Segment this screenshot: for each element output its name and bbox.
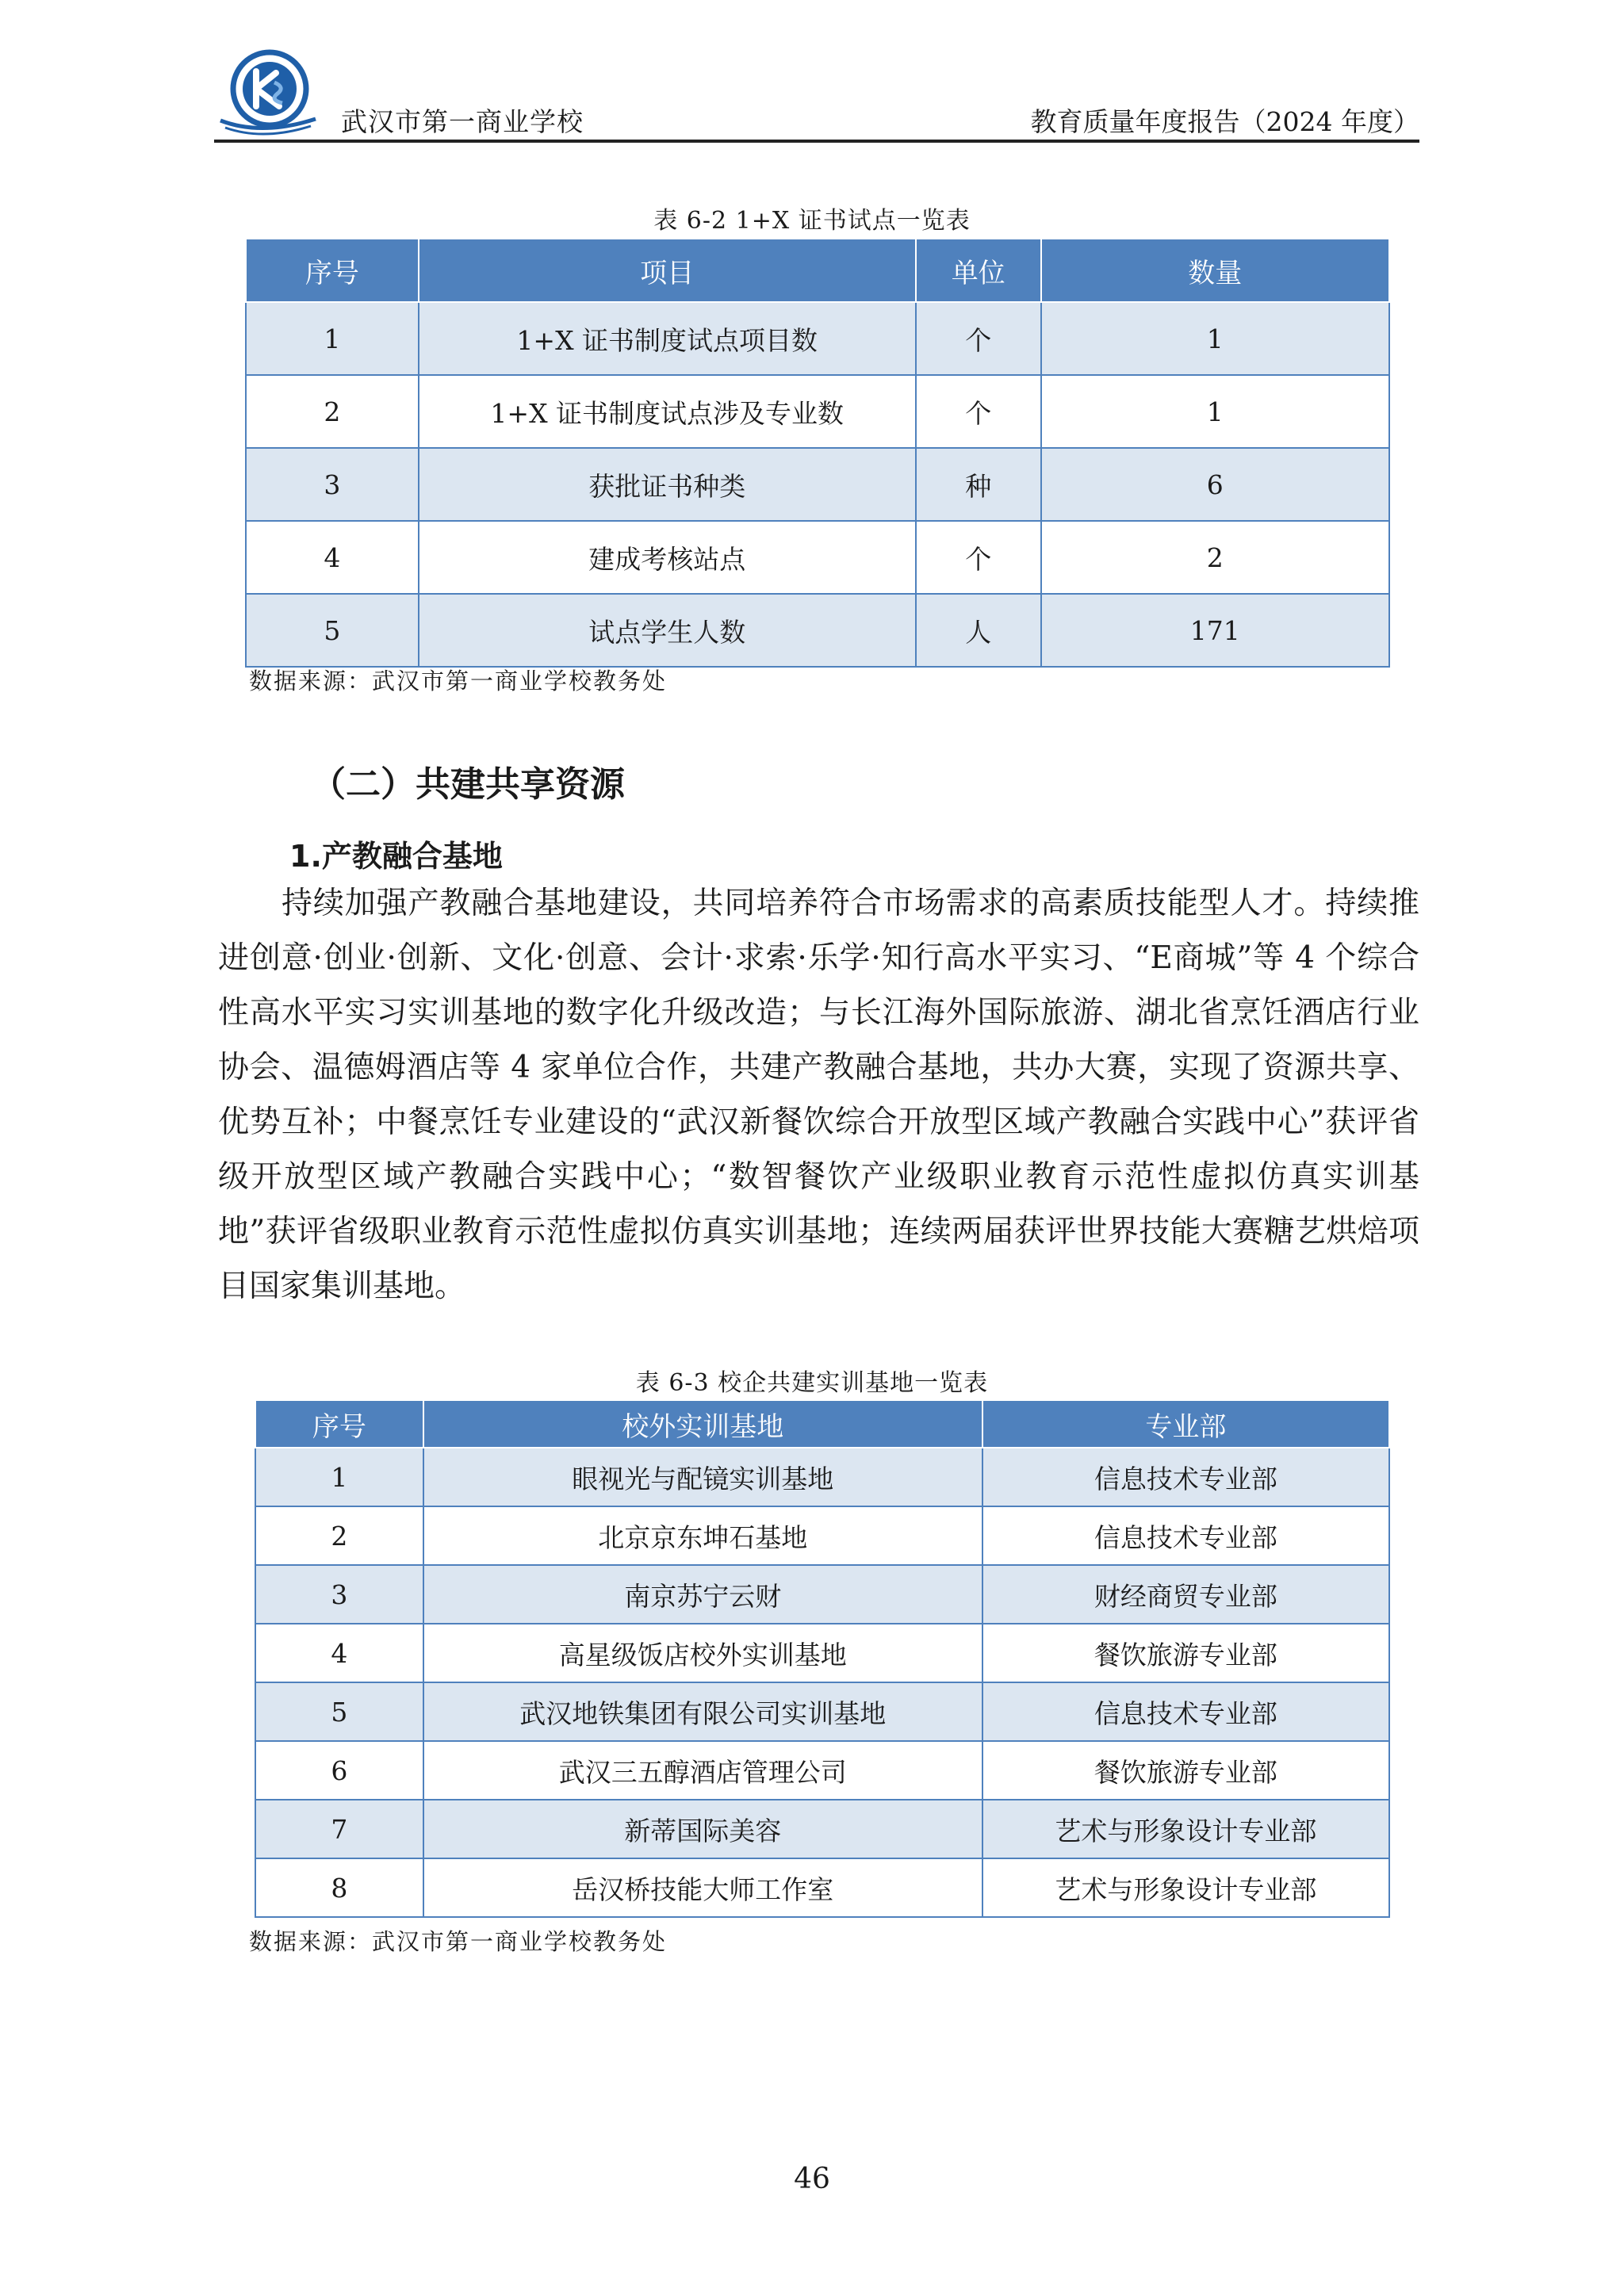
table-cell: 人	[916, 594, 1041, 667]
column-header: 校外实训基地	[423, 1400, 982, 1448]
table-cell: 4	[255, 1624, 423, 1682]
table-cell: 信息技术专业部	[982, 1682, 1389, 1741]
table-header-row	[246, 239, 1389, 302]
training-base-table	[255, 1399, 1390, 1918]
table-cell: 1	[255, 1448, 423, 1506]
column-header: 数量	[1041, 239, 1389, 302]
school-emblem-icon	[214, 48, 321, 143]
column-header: 序号	[246, 239, 419, 302]
table-row	[255, 1506, 1389, 1565]
table-cell: 1+X 证书制度试点涉及专业数	[419, 375, 916, 448]
school-name: 武汉市第一商业学校	[341, 106, 584, 137]
table-cell: 建成考核站点	[419, 521, 916, 594]
table-cell: 餐饮旅游专业部	[982, 1624, 1389, 1682]
table-row	[255, 1565, 1389, 1624]
page-number: 46	[794, 2163, 830, 2195]
table-header-row	[255, 1400, 1389, 1448]
table-cell: 艺术与形象设计专业部	[982, 1858, 1389, 1917]
table-cell: 餐饮旅游专业部	[982, 1741, 1389, 1800]
table-row	[255, 1800, 1389, 1858]
table-cell: 171	[1041, 594, 1389, 667]
table-cell: 财经商贸专业部	[982, 1565, 1389, 1624]
table-cell: 个	[916, 521, 1041, 594]
table-cell: 6	[1041, 448, 1389, 521]
table-caption: 表 6-2 1+X 证书试点一览表	[653, 207, 971, 235]
table-cell: 个	[916, 375, 1041, 448]
data-source-note: 数据来源：武汉市第一商业学校教务处	[249, 1928, 668, 1955]
page-header	[214, 48, 1419, 143]
table-cell: 试点学生人数	[419, 594, 916, 667]
column-header: 单位	[916, 239, 1041, 302]
table-cell: 7	[255, 1800, 423, 1858]
report-title: 教育质量年度报告（2024 年度）	[1030, 106, 1419, 137]
table-cell: 新蒂国际美容	[423, 1800, 982, 1858]
subsection-heading: 1.产教融合基地	[289, 839, 503, 874]
table-cell: 获批证书种类	[419, 448, 916, 521]
header-divider	[214, 140, 1419, 143]
table-cell: 武汉三五醇酒店管理公司	[423, 1741, 982, 1800]
table-cell: 艺术与形象设计专业部	[982, 1800, 1389, 1858]
table-row	[255, 1624, 1389, 1682]
column-header: 序号	[255, 1400, 423, 1448]
table-cell: 1+X 证书制度试点项目数	[419, 302, 916, 375]
table-cell: 南京苏宁云财	[423, 1565, 982, 1624]
table-row	[246, 302, 1389, 375]
table-row	[246, 521, 1389, 594]
table-cell: 6	[255, 1741, 423, 1800]
table-cell: 5	[246, 594, 419, 667]
table-cell: 1	[246, 302, 419, 375]
column-header: 项目	[419, 239, 916, 302]
table-cell: 岳汉桥技能大师工作室	[423, 1858, 982, 1917]
table-cell: 眼视光与配镜实训基地	[423, 1448, 982, 1506]
table-row	[246, 375, 1389, 448]
table-cell: 3	[246, 448, 419, 521]
table-cell: 北京京东坤石基地	[423, 1506, 982, 1565]
body-paragraph: 持续加强产教融合基地建设，共同培养符合市场需求的高素质技能型人才。持续推进创意·创业·创新、文化·创意、会计·求索·乐学·知行高水平实习、“E商城”等 4 个综合性高水平实习实训基地的数字化升级改造；与长江海外国际旅游、湖北省烹饪酒店行业协会、温德姆酒店等 4 家单位合作，共建产教融合基地，共办大赛，实现了资源共享、优势互补；中餐烹饪专业建设的“武汉新餐饮综合开放型区域产教融合实践中心”获评省级开放型区域产教融合实践中心；“数智餐饮产业级职业教育示范性虚拟仿真实训基地”获评省级职业教育示范性虚拟仿真实训基地；连续两届获评世界技能大赛糖艺烘焙项目国家集训基地。	[218, 886, 1419, 1304]
table-caption: 表 6-3 校企共建实训基地一览表	[635, 1369, 989, 1397]
table-cell: 武汉地铁集团有限公司实训基地	[423, 1682, 982, 1741]
table-cell: 种	[916, 448, 1041, 521]
table-row	[255, 1858, 1389, 1917]
certificate-pilot-table	[245, 238, 1390, 668]
section-heading: （二）共建共享资源	[311, 764, 625, 805]
table-row	[246, 594, 1389, 667]
table-row	[255, 1741, 1389, 1800]
table-cell: 个	[916, 302, 1041, 375]
table-cell: 2	[255, 1506, 423, 1565]
table-row	[255, 1682, 1389, 1741]
table-cell: 2	[246, 375, 419, 448]
table-cell: 高星级饭店校外实训基地	[423, 1624, 982, 1682]
table-row	[255, 1448, 1389, 1506]
table-cell: 信息技术专业部	[982, 1506, 1389, 1565]
table-cell: 8	[255, 1858, 423, 1917]
table-cell: 5	[255, 1682, 423, 1741]
column-header: 专业部	[982, 1400, 1389, 1448]
table-cell: 信息技术专业部	[982, 1448, 1389, 1506]
table-cell: 1	[1041, 302, 1389, 375]
table-row	[246, 448, 1389, 521]
table-cell: 2	[1041, 521, 1389, 594]
table-cell: 1	[1041, 375, 1389, 448]
table-cell: 4	[246, 521, 419, 594]
data-source-note: 数据来源：武汉市第一商业学校教务处	[249, 668, 668, 695]
table-cell: 3	[255, 1565, 423, 1624]
